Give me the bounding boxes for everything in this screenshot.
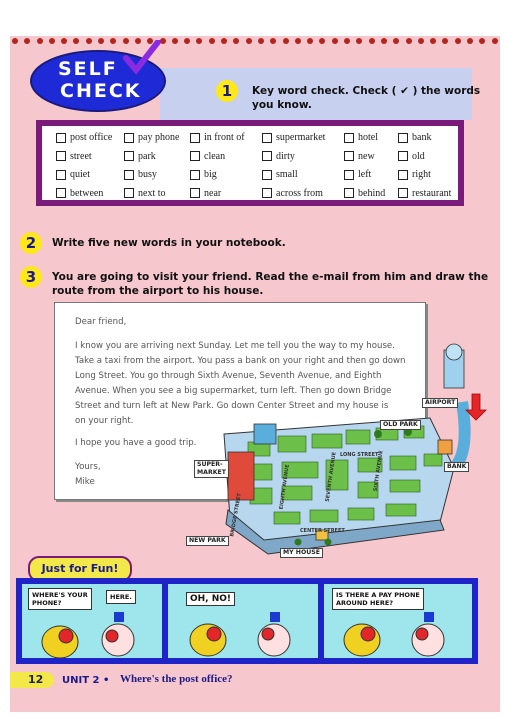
word-check-item[interactable] (56, 151, 92, 162)
word-checkbox[interactable] (124, 188, 134, 198)
word-checkbox[interactable] (124, 151, 134, 161)
border-dot (307, 38, 313, 44)
town-map (189, 342, 490, 558)
word-row (48, 132, 454, 150)
word-checkbox[interactable] (344, 188, 354, 198)
word-label: supermarket (276, 132, 326, 143)
word-label: across from (276, 187, 323, 199)
word-label: small (276, 169, 298, 180)
map-label-airport: AIRPORT (422, 398, 458, 408)
word-label: street (70, 150, 92, 162)
map-illustration (208, 342, 490, 558)
task-1-line-2: you know. (252, 99, 312, 111)
word-label: quiet (70, 169, 90, 180)
border-dot (61, 38, 67, 44)
letter-signoff: Yours, (75, 462, 101, 472)
border-dot (381, 38, 387, 44)
street-long: LONG STREET (340, 452, 379, 458)
letter-name: Mike (75, 477, 95, 487)
checkmark-icon (122, 40, 162, 76)
speech-bubble-line: AROUND HERE? (336, 599, 394, 607)
border-dot (98, 38, 104, 44)
speech-bubble-line: WHERE'S YOUR (32, 591, 88, 599)
dotted-border (12, 38, 498, 46)
unit-label: UNIT 2 • (62, 675, 110, 686)
letter-line: Street and turn left at New Park. Go down Center Street and my house is (75, 401, 389, 411)
letter-line: on your right. (75, 416, 134, 426)
word-checkbox[interactable] (190, 170, 200, 180)
word-checkbox[interactable] (56, 188, 66, 198)
word-row (48, 169, 454, 187)
map-label-my-house: MY HOUSE (280, 548, 323, 558)
clown-characters-illustration (332, 612, 462, 658)
letter-line: I know you are arriving next Sunday. Let me tell you the way to my house. (75, 341, 395, 351)
word-check-item[interactable] (124, 151, 156, 162)
word-label: pay phone (138, 132, 180, 143)
word-check-item[interactable] (262, 188, 323, 199)
word-label: new (358, 150, 375, 162)
word-label: restaurant (412, 187, 452, 199)
clown-characters-illustration (178, 612, 308, 658)
word-checkbox[interactable] (56, 151, 66, 161)
word-check-item[interactable] (344, 188, 385, 199)
map-label-new-park: NEW PARK (186, 536, 229, 546)
word-label: near (204, 187, 222, 199)
border-dot (430, 38, 436, 44)
word-label: behind (358, 187, 386, 199)
word-check-item[interactable] (262, 169, 298, 180)
word-checkbox[interactable] (262, 151, 272, 161)
map-label-bank: BANK (444, 462, 469, 472)
task-1-line-1: Key word check. Check ( ✔ ) the words (252, 85, 481, 97)
border-dot (221, 38, 227, 44)
task-3-line-1: You are going to visit your friend. Read the e-mail from him and draw the (52, 271, 489, 283)
border-dot (455, 38, 461, 44)
task-3-number: 3 (20, 266, 42, 288)
speech-bubble-line: PHONE? (32, 599, 62, 607)
self-check-title-2: CHECK (60, 80, 142, 102)
street-bridge: BRIDGE STREET (229, 492, 243, 538)
word-label: big (204, 169, 217, 180)
speech-bubble: OH, NO! (186, 592, 235, 606)
border-dot (258, 38, 264, 44)
word-check-item[interactable] (56, 169, 90, 180)
word-check-item[interactable] (124, 188, 166, 199)
word-label: busy (138, 169, 157, 180)
comic-panel-2 (168, 584, 318, 658)
word-check-item[interactable] (262, 132, 325, 143)
map-label-supermarket-line: SUPER- (197, 461, 223, 468)
border-dot (393, 38, 399, 44)
word-checkbox[interactable] (398, 133, 408, 143)
word-checkbox[interactable] (262, 188, 272, 198)
word-row (48, 151, 454, 169)
word-label: park (138, 150, 156, 162)
border-dot (479, 38, 485, 44)
task-3-line-2: route from the airport to his house. (52, 285, 264, 297)
border-dot (73, 38, 79, 44)
map-label-supermarket-line: MARKET (197, 469, 226, 476)
word-checkbox[interactable] (190, 133, 200, 143)
street-seventh: SEVENTH AVENUE (324, 451, 338, 503)
word-checkbox[interactable] (56, 133, 66, 143)
border-dot (492, 38, 498, 44)
speech-bubble (332, 588, 424, 610)
speech-bubble-line: IS THERE A PAY PHONE (336, 591, 420, 599)
letter-greeting: Dear friend, (75, 317, 127, 327)
page-number-tab (10, 672, 54, 688)
word-checkbox[interactable] (398, 188, 408, 198)
word-checkbox[interactable] (124, 133, 134, 143)
border-dot (37, 38, 43, 44)
word-row (48, 188, 454, 206)
word-check-item[interactable] (398, 132, 431, 143)
comic-panel-3 (324, 584, 472, 658)
border-dot (406, 38, 412, 44)
border-dot (110, 38, 116, 44)
map-label-supermarket (194, 460, 229, 478)
task-3-instruction (52, 270, 488, 298)
letter-closing: I hope you have a good trip. (75, 438, 197, 448)
word-label: in front of (204, 132, 245, 143)
word-checkbox[interactable] (344, 133, 354, 143)
comic-strip (16, 578, 478, 664)
map-label-old-park: OLD PARK (380, 420, 421, 430)
street-center: CENTER STREET (300, 528, 345, 534)
border-dot (332, 38, 338, 44)
word-checkbox[interactable] (344, 151, 354, 161)
border-dot (270, 38, 276, 44)
word-label: hotel (358, 132, 378, 143)
border-dot (172, 38, 178, 44)
word-label: bank (412, 132, 432, 143)
word-label: dirty (276, 150, 295, 162)
border-dot (319, 38, 325, 44)
task-2-number: 2 (20, 232, 42, 254)
page-number: 12 (28, 673, 44, 686)
word-check-item[interactable] (190, 132, 245, 143)
unit-title: Where's the post office? (120, 673, 233, 685)
clown-characters-illustration (32, 612, 152, 658)
border-dot (184, 38, 190, 44)
street-sixth: SIXTH AVENUE (372, 450, 385, 492)
word-checkbox[interactable] (344, 170, 354, 180)
word-check-item[interactable] (344, 151, 375, 162)
border-dot (12, 38, 18, 44)
word-check-item[interactable] (190, 151, 225, 162)
border-dot (442, 38, 448, 44)
word-label: next to (138, 187, 166, 199)
border-dot (49, 38, 55, 44)
word-check-box (36, 120, 464, 206)
word-label: old (412, 150, 425, 162)
word-check-item[interactable] (398, 188, 451, 199)
border-dot (369, 38, 375, 44)
word-label: post office (70, 132, 113, 143)
comic-panel-1 (22, 584, 162, 658)
just-for-fun-banner: Just for Fun! (28, 556, 132, 582)
word-check-item[interactable] (124, 169, 157, 180)
border-dot (467, 38, 473, 44)
word-check-item[interactable] (56, 188, 103, 199)
letter-line: Avenue. When you see a big supermarket, turn left. Then go down Bridge (75, 386, 392, 396)
word-checkbox[interactable] (262, 133, 272, 143)
word-check-item[interactable] (398, 151, 425, 162)
word-checkbox[interactable] (190, 151, 200, 161)
border-dot (418, 38, 424, 44)
border-dot (233, 38, 239, 44)
border-dot (344, 38, 350, 44)
word-check-item[interactable] (56, 132, 112, 143)
word-checkbox[interactable] (262, 170, 272, 180)
word-check-item[interactable] (190, 188, 221, 199)
border-dot (196, 38, 202, 44)
word-check-item[interactable] (190, 169, 217, 180)
word-checkbox[interactable] (56, 170, 66, 180)
word-check-item[interactable] (262, 151, 295, 162)
word-check-item[interactable] (124, 132, 179, 143)
word-checkbox[interactable] (124, 170, 134, 180)
border-dot (86, 38, 92, 44)
word-label: between (70, 187, 104, 199)
letter-line: Long Street. You go through Sixth Avenue, Seventh Avenue, and Eighth (75, 371, 382, 381)
border-dot (283, 38, 289, 44)
word-label: left (358, 169, 372, 180)
border-dot (295, 38, 301, 44)
street-eighth: EIGHTH AVENUE (278, 464, 291, 510)
word-label: clean (204, 150, 226, 162)
word-checkbox[interactable] (398, 151, 408, 161)
word-checkbox[interactable] (190, 188, 200, 198)
task-1-instruction (252, 84, 480, 112)
word-check-item[interactable] (344, 169, 371, 180)
speech-bubble: HERE. (106, 590, 136, 604)
letter-line: Take a taxi from the airport. You pass a bank on your right and then go down (75, 356, 406, 366)
word-checkbox[interactable] (398, 170, 408, 180)
border-dot (246, 38, 252, 44)
task-1-number: 1 (216, 80, 238, 102)
word-check-item[interactable] (344, 132, 378, 143)
task-2-instruction: Write five new words in your notebook. (52, 237, 286, 249)
speech-bubble (28, 588, 92, 610)
border-dot (209, 38, 215, 44)
border-dot (356, 38, 362, 44)
word-check-item[interactable] (398, 169, 431, 180)
self-check-title-1: SELF (58, 58, 118, 80)
border-dot (24, 38, 30, 44)
word-label: right (412, 169, 431, 180)
